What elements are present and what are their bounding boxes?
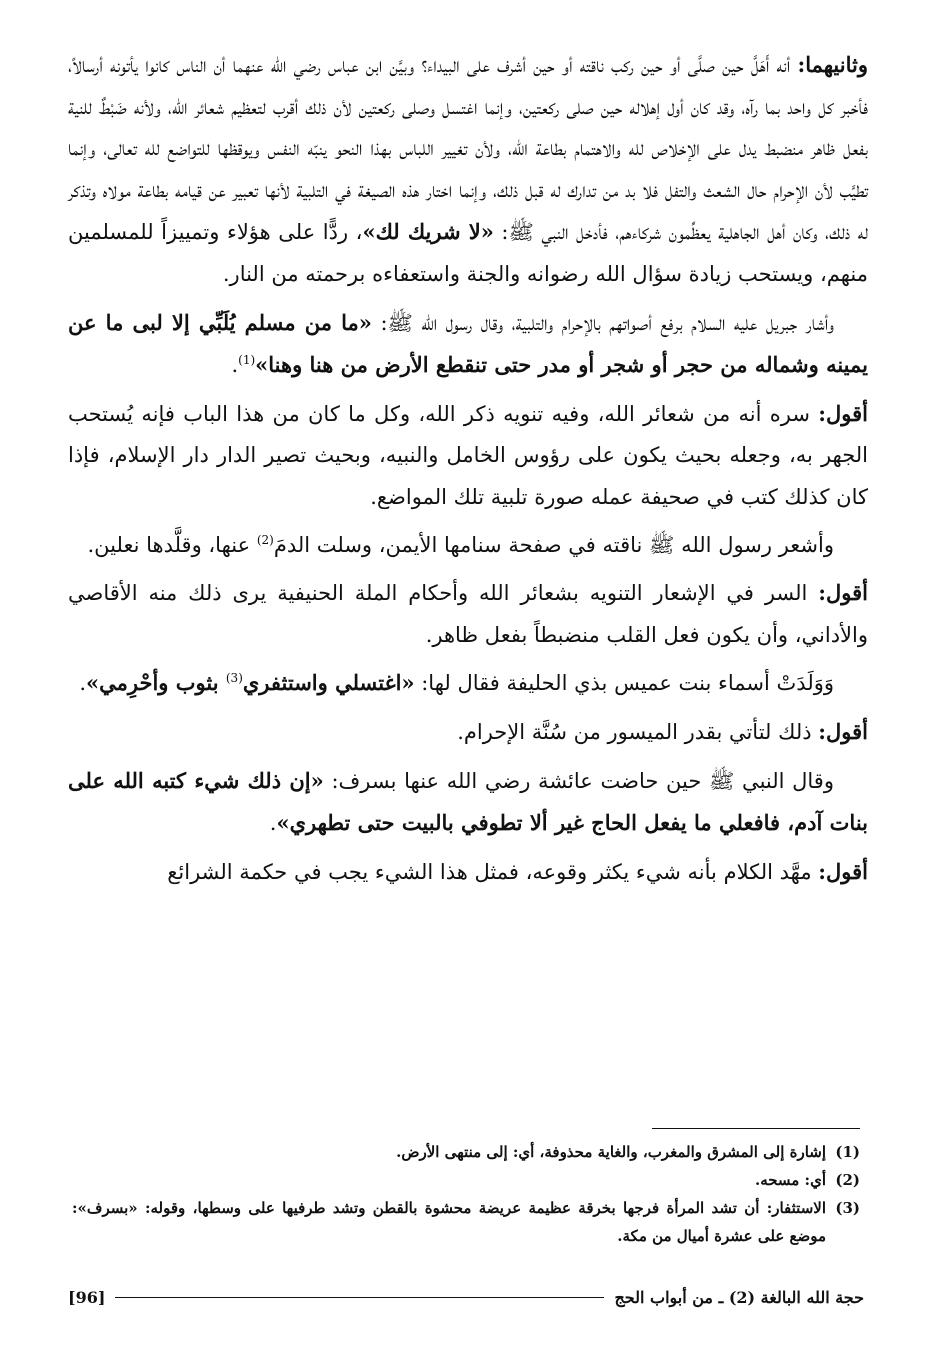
paragraph-tail: . [269, 811, 277, 836]
paragraph-text: ذلك لتأتي بقدر الميسور من سُنَّة الإحرام. [457, 719, 812, 744]
page-footer [68, 1288, 864, 1307]
page-body [68, 44, 868, 899]
footnote-number: (3) [835, 1199, 860, 1217]
paragraph-9 [68, 851, 868, 894]
paragraph-lead: أقول: [818, 718, 868, 744]
paragraph-7 [68, 711, 868, 754]
footnotes [72, 1138, 860, 1250]
running-title: حجة الله البالغة (2) ـ من أبواب الحج [614, 1288, 864, 1307]
hadith-quote: «اغتسلي واستثفري [242, 670, 415, 696]
paragraph-4 [68, 525, 868, 567]
paragraph-tail: عنها، وقلَّدها نعلين. [87, 532, 257, 557]
paragraph-text: وأشعر رسول الله ﷺ ناقته في صفحة سنامها الأيمن، وسلت الدمَ [273, 532, 834, 557]
paragraph-text: سره أنه من شعائر الله، وفيه تنويه ذكر الله، وكل ما كان من هذا الباب فإنه يُستحب الجهر به، وجعله بحيث يكون على رؤوس الخامل والنبيه، وبحيث تصير الدار دار الإسلام، فإذا كان كذلك كتب في صحيفة عمله صورة تلبية تلك المواضع. [68, 401, 868, 509]
paragraph-6 [68, 662, 868, 705]
paragraph-5 [68, 572, 868, 656]
paragraph-tail: . [79, 671, 87, 696]
paragraph-text: وقال النبي ﷺ حين حاضت عائشة رضي الله عنها بسرف: [331, 768, 834, 793]
paragraph-lead: أقول: [818, 580, 868, 606]
footnote-number: (1) [835, 1143, 860, 1161]
footnote-text: أي: مسحه. [754, 1171, 826, 1189]
paragraph-text: مهَّد الكلام بأنه شيء يكثر وقوعه، فمثل هذا الشيء يجب في حكمة الشرائع [167, 859, 812, 884]
footnote-number: (2) [835, 1171, 860, 1189]
footnote-text: إشارة إلى المشرق والمغرب، والغاية محذوفة، أي: إلى منتهى الأرض. [396, 1143, 826, 1161]
hadith-quote: «لا شريك لك» [362, 219, 494, 245]
footnote-ref-2: (2) [256, 532, 274, 547]
paragraph-3 [68, 393, 868, 519]
hadith-quote-cont: بثوب وأحْرِمي» [86, 670, 226, 696]
paragraph-tail: . [231, 353, 239, 378]
paragraph-text: أنه أَهَلَّ حين صلَّى أو حين ركب ناقته أو حين أشرف على البيداء؟ وبيَّن ابن عباس رضي الله عنهما أن الناس كانوا يأتونه أرسالاً، فأخبر كل واحد بما رآه، وقد كان أول إهلاله حين صلى ركعتين، وإنما اغتسل وصلى ركعتين لأن ذلك أقرب لتعظيم شعائر الله، ولأنه ضَبْطٌ للنية بفعل ظاهر منضبط يدل على الإخلاص لله والاهتمام بطاعة الله، ولأن تغيير اللباس بهذا النحو ينبّه النفس ويوقظها للتواضع لله تعالى، وإنما تطيَّب لأن الإحرام حال الشعث والتفل فلا بد من تدارك له قبل ذلك، وإنما اختار هذه الصيغة في التلبية لأنها تعبير عن قيامه بطاعة مولاه وتذكر له ذلك، وكان أهل الجاهلية يعظِّمون شركاءهم، فأدخل النبي ﷺ: [68, 53, 868, 245]
footnote-ref-3: (3) [225, 671, 243, 686]
footnote-ref-1: (1) [238, 353, 256, 368]
footnote-text: الاستثفار: أن تشد المرأة فرجها بخرقة عظيمة عريضة محشوة بالقطن وتشد طرفيها على وسطها، وقوله: «بسرف»: موضع على عشرة أميال من مكة. [72, 1199, 826, 1245]
hadith-quote: «ما من مسلم يُلَبِّي إلا لبى ما عن يمينه وشماله من حجر أو شجر أو مدر حتى تنقطع الأرض من هنا وهنا» [68, 309, 868, 378]
paragraph-8 [68, 760, 868, 845]
page-number: [96] [68, 1288, 106, 1307]
paragraph-2 [68, 302, 868, 387]
footnote-divider [652, 1128, 860, 1129]
footnote-3 [72, 1194, 860, 1250]
footer-rule [115, 1297, 604, 1298]
paragraph-lead: وثانيهما: [797, 52, 868, 77]
paragraph-text: وأشار جبريل عليه السلام برفع أصواتهم بالإحرام والتلبية، وقال رسول الله ﷺ: [380, 310, 834, 335]
paragraph-1 [68, 44, 868, 296]
footnote-2 [72, 1166, 860, 1194]
footnote-1 [72, 1138, 860, 1166]
paragraph-text: وَوَلَدَتْ أسماء بنت عميس بذي الحليفة فقال لها: [421, 671, 834, 696]
paragraph-lead: أقول: [818, 400, 868, 426]
hadith-quote: «إن ذلك شيء كتبه الله على بنات آدم، فافعلي ما يفعل الحاج غير ألا تطوفي بالبيت حتى تطهري» [68, 767, 868, 836]
paragraph-text: السر في الإشعار التنويه بشعائر الله وأحكام الملة الحنيفية يرى ذلك منه الأقاصي والأداني، وأن يكون فعل القلب منضبطاً بفعل ظاهر. [68, 581, 868, 647]
paragraph-lead: أقول: [818, 858, 868, 884]
paragraph-tail: ، ردًّا على هؤلاء وتمييزاً للمسلمين منهم، ويستحب زيادة سؤال الله رضوانه والجنة واستعفاءه برحمته من النار. [68, 220, 868, 286]
